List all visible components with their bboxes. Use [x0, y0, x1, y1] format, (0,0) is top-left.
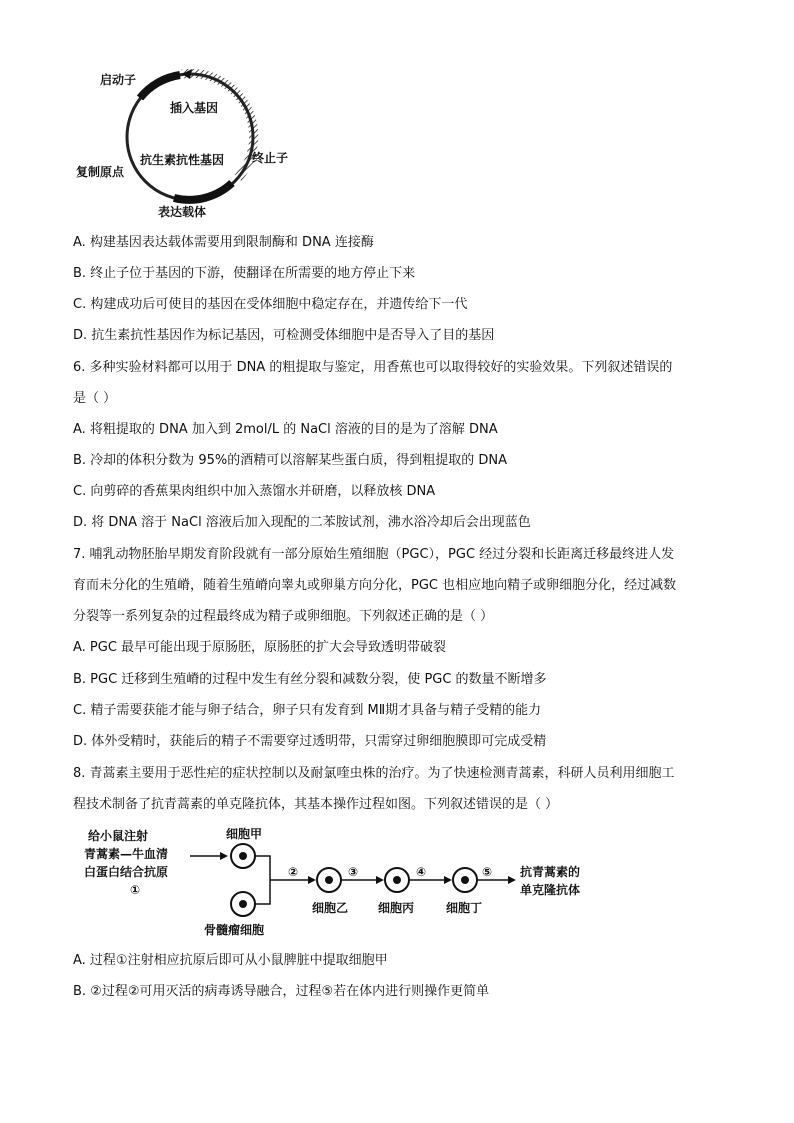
step2-label: ②	[288, 865, 299, 879]
cell-d-label: 细胞丁	[446, 901, 483, 915]
q5-option-d: D. 抗生素抗性基因作为标记基因，可检测受体细胞中是否导入了目的基因	[73, 328, 495, 343]
antibody-flow-diagram	[80, 824, 640, 942]
q5-option-a: A. 构建基因表达载体需要用到限制酶和 DNA 连接酶	[73, 235, 374, 250]
cell-a-label: 细胞甲	[226, 827, 263, 841]
q8-option-b: B. ②过程②可用灭活的病毒诱导融合，过程⑤若在体内进行则操作更简单	[73, 984, 490, 999]
promoter-segment	[140, 75, 180, 98]
terminator-label: 终止子	[252, 151, 289, 165]
q6-stem-line1: 6. 多种实验材料都可以用于 DNA 的粗提取与鉴定，用香蕉也可以取得较好的实验效果。下列叙述错误的	[73, 360, 673, 375]
inject-line3: 白蛋白结合抗原	[84, 865, 169, 879]
q7-stem-line2: 育而未分化的生殖嵴，随着生殖嵴向睾丸或卵巢方向分化，PGC 也相应地向精子或卵细胞分化，经过减数	[73, 578, 677, 593]
antibiotic-gene-segment	[174, 183, 232, 200]
q6-stem-line2: 是（ ）	[73, 391, 117, 406]
antibiotic-gene-label: 抗生素抗性基因	[140, 153, 225, 167]
inject-line1: 给小鼠注射	[88, 829, 149, 843]
cell-b-label: 细胞乙	[312, 901, 349, 915]
q7-stem-line1: 7. 哺乳动物胚胎早期发育阶段就有一部分原始生殖细胞（PGC），PGC 经过分裂和长距离迁移最终进人发	[73, 547, 675, 562]
step5-label: ⑤	[482, 865, 493, 879]
q7-stem-line3: 分裂等一系列复杂的过程最终成为精子或卵细胞。下列叙述正确的是（ ）	[73, 609, 494, 624]
step3-label: ③	[348, 865, 359, 879]
q7-option-c: C. 精子需要获能才能与卵子结合，卵子只有发育到 MⅡ期才具备与精子受精的能力	[73, 703, 542, 718]
antibody-line1: 抗青蒿素的	[520, 865, 581, 879]
origin-label: 复制原点	[76, 165, 125, 179]
vector-label: 表达载体	[158, 205, 207, 219]
q6-option-a: A. 将粗提取的 DNA 加入到 2mol/L 的 NaCl 溶液的目的是为了溶解 DNA	[73, 422, 498, 437]
inject-step1: ①	[130, 883, 141, 897]
step4-label: ④	[416, 865, 427, 879]
q8-stem-line2: 程技术制备了抗青蒿素的单克隆抗体，其基本操作过程如图。下列叙述错误的是（ ）	[73, 797, 559, 812]
inject-line2: 青蒿素—牛血清	[84, 847, 169, 861]
q8-option-a: A. 过程①注射相应抗原后即可从小鼠脾脏中提取细胞甲	[73, 953, 388, 968]
antibody-line2: 单克隆抗体	[520, 883, 581, 897]
q8-stem-line1: 8. 青蒿素主要用于恶性疟的症状控制以及耐氯喹虫株的治疗。为了快速检测青蒿素，科研人员利用细胞工	[73, 766, 675, 781]
insert-gene-label: 插入基因	[170, 101, 219, 115]
q7-option-a: A. PGC 最早可能出现于原肠胚，原肠胚的扩大会导致透明带破裂	[73, 640, 447, 655]
q7-option-d: D. 体外受精时，获能后的精子不需要穿过透明带，只需穿过卵细胞膜即可完成受精	[73, 734, 547, 749]
myeloma-label: 骨髓瘤细胞	[204, 923, 265, 937]
plasmid-diagram	[70, 62, 310, 222]
q5-option-b: B. 终止子位于基因的下游，使翻译在所需要的地方停止下来	[73, 266, 416, 281]
q6-option-c: C. 向剪碎的香蕉果肉组织中加入蒸馏水并研磨，以释放核 DNA	[73, 484, 436, 499]
promoter-label: 启动子	[100, 73, 137, 87]
q7-option-b: B. PGC 迁移到生殖嵴的过程中发生有丝分裂和减数分裂，使 PGC 的数量不断增多	[73, 672, 547, 687]
q6-option-b: B. 冷却的体积分数为 95%的酒精可以溶解某些蛋白质，得到粗提取的 DNA	[73, 453, 507, 468]
q6-option-d: D. 将 DNA 溶于 NaCl 溶液后加入现配的二苯胺试剂，沸水浴冷却后会出现蓝色	[73, 515, 531, 530]
q5-option-c: C. 构建成功后可使目的基因在受体细胞中稳定存在，并遗传给下一代	[73, 297, 468, 312]
cell-c-label: 细胞丙	[378, 901, 415, 915]
